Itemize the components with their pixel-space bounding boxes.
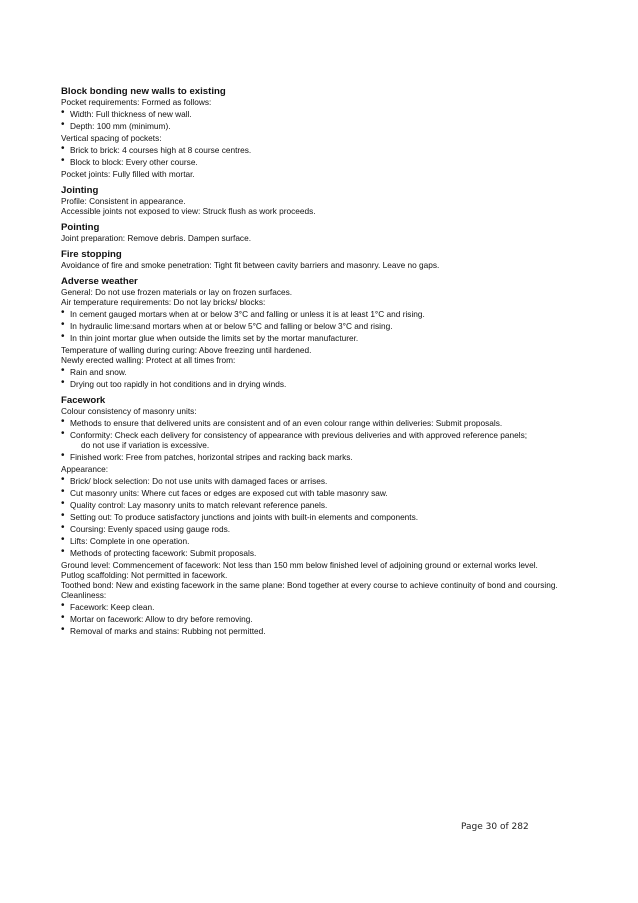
paragraph-line: Cleanliness: — [61, 590, 107, 600]
bullet-item — [61, 488, 576, 498]
paragraph-line: Vertical spacing of pockets: — [61, 133, 162, 143]
bullet-icon: • — [61, 307, 65, 318]
bullet-text: Depth: 100 mm (minimum). — [70, 121, 171, 131]
bullet-item — [61, 614, 576, 624]
paragraph-line: Pocket requirements: Formed as follows: — [61, 97, 212, 107]
bullet-item — [61, 333, 576, 343]
bullet-icon: • — [61, 498, 65, 509]
paragraph-line: Avoidance of fire and smoke penetration: Tight fit between cavity barriers and masonry. Leave no gaps. — [61, 260, 440, 270]
bullet-icon: • — [61, 624, 65, 635]
bullet-item — [61, 109, 576, 119]
paragraph-line: Appearance: — [61, 464, 109, 474]
bullet-text: Rain and snow. — [70, 367, 127, 377]
bullet-item — [61, 476, 576, 486]
bullet-item — [61, 121, 576, 131]
bullet-icon: • — [61, 119, 65, 130]
paragraph-line: Putlog scaffolding: Not permitted in facework. — [61, 570, 228, 580]
bullet-icon: • — [61, 416, 65, 427]
bullet-item — [61, 626, 576, 636]
bullet-item — [61, 452, 576, 462]
bullet-text: In cement gauged mortars when at or below 3°C and falling or unless it is at least 1°C and rising. — [70, 309, 425, 319]
bullet-item — [61, 548, 576, 558]
paragraph-line: Newly erected walling: Protect at all times from: — [61, 355, 236, 365]
bullet-text: Methods of protecting facework: Submit proposals. — [70, 548, 257, 558]
bullet-text: Width: Full thickness of new wall. — [70, 109, 192, 119]
bullet-text: Facework: Keep clean. — [70, 602, 155, 612]
bullet-icon: • — [61, 546, 65, 557]
section-heading: Block bonding new walls to existing — [61, 86, 226, 97]
bullet-item — [61, 321, 576, 331]
bullet-text: Mortar on facework: Allow to dry before removing. — [70, 614, 253, 624]
section-heading: Adverse weather — [61, 276, 138, 287]
paragraph-line: Ground level: Commencement of facework: Not less than 150 mm below finished level of adjoining ground or external works level. — [61, 560, 538, 570]
paragraph-line: Toothed bond: New and existing facework in the same plane: Bond together at every course to achieve continuity of bond and coursing. — [61, 580, 558, 590]
bullet-icon: • — [61, 155, 65, 166]
bullet-text: Methods to ensure that delivered units are consistent and of an even colour range within deliveries: Submit proposals. — [70, 418, 503, 428]
bullet-item — [61, 379, 576, 389]
bullet-icon: • — [61, 365, 65, 376]
bullet-item — [61, 430, 576, 450]
page-number: Page 30 of 282 — [461, 822, 529, 832]
bullet-icon: • — [61, 143, 65, 154]
bullet-icon: • — [61, 474, 65, 485]
bullet-icon: • — [61, 522, 65, 533]
bullet-item — [61, 524, 576, 534]
paragraph-line: Pocket joints: Fully filled with mortar. — [61, 169, 195, 179]
bullet-text: Coursing: Evenly spaced using gauge rods. — [70, 524, 231, 534]
bullet-text: Cut masonry units: Where cut faces or edges are exposed cut with table masonry saw. — [70, 488, 388, 498]
bullet-icon: • — [61, 107, 65, 118]
bullet-icon: • — [61, 331, 65, 342]
paragraph-line: Accessible joints not exposed to view: Struck flush as work proceeds. — [61, 206, 316, 216]
bullet-icon: • — [61, 534, 65, 545]
bullet-text: Setting out: To produce satisfactory junctions and joints with built-in elements and components. — [70, 512, 419, 522]
bullet-item — [61, 536, 576, 546]
bullet-text: Drying out too rapidly in hot conditions and in drying winds. — [70, 379, 287, 389]
bullet-text: Brick/ block selection: Do not use units with damaged faces or arrises. — [70, 476, 328, 486]
bullet-text: Brick to brick: 4 courses high at 8 course centres. — [70, 145, 252, 155]
paragraph-line: General: Do not use frozen materials or lay on frozen surfaces. — [61, 287, 293, 297]
paragraph-line: Profile: Consistent in appearance. — [61, 196, 186, 206]
bullet-text: Quality control: Lay masonry units to match relevant reference panels. — [70, 500, 328, 510]
paragraph-line: Temperature of walling during curing: Above freezing until hardened. — [61, 345, 312, 355]
bullet-icon: • — [61, 486, 65, 497]
bullet-text: Block to block: Every other course. — [70, 157, 198, 167]
bullet-text: In thin joint mortar glue when outside the limits set by the mortar manufacturer. — [70, 333, 359, 343]
bullet-item — [61, 512, 576, 522]
bullet-item — [61, 367, 576, 377]
bullet-item — [61, 157, 576, 167]
bullet-item — [61, 602, 576, 612]
bullet-icon: • — [61, 612, 65, 623]
document-body — [61, 86, 576, 638]
section-heading: Facework — [61, 395, 106, 406]
bullet-icon: • — [61, 600, 65, 611]
bullet-icon: • — [61, 428, 65, 439]
bullet-text: Removal of marks and stains: Rubbing not permitted. — [70, 626, 266, 636]
bullet-item — [61, 145, 576, 155]
bullet-item — [61, 309, 576, 319]
bullet-icon: • — [61, 377, 65, 388]
section-heading: Pointing — [61, 222, 100, 233]
bullet-item — [61, 418, 576, 428]
bullet-text: Lifts: Complete in one operation. — [70, 536, 190, 546]
paragraph-line: Air temperature requirements: Do not lay bricks/ blocks: — [61, 297, 266, 307]
paragraph-line: Colour consistency of masonry units: — [61, 406, 197, 416]
bullet-item — [61, 500, 576, 510]
bullet-text: Finished work: Free from patches, horizontal stripes and racking back marks. — [70, 452, 353, 462]
section-heading: Fire stopping — [61, 249, 122, 260]
bullet-continuation: do not use if variation is excessive. — [81, 440, 210, 450]
bullet-icon: • — [61, 510, 65, 521]
section-heading: Jointing — [61, 185, 99, 196]
bullet-text: Conformity: Check each delivery for consistency of appearance with previous deliveries and with approved reference panels; — [70, 430, 528, 440]
paragraph-line: Joint preparation: Remove debris. Dampen surface. — [61, 233, 252, 243]
bullet-icon: • — [61, 450, 65, 461]
bullet-text: In hydraulic lime:sand mortars when at or below 5°C and falling or below 3°C and rising. — [70, 321, 393, 331]
bullet-icon: • — [61, 319, 65, 330]
